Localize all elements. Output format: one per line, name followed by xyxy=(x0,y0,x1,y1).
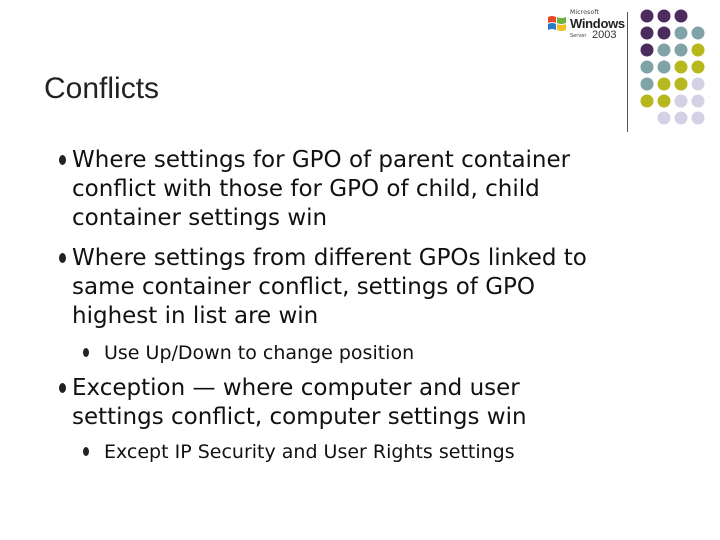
decor-dot xyxy=(658,27,671,40)
decor-dot xyxy=(658,112,671,125)
decor-dot xyxy=(692,78,705,91)
windows-server-2003-logo xyxy=(546,8,624,42)
header-divider xyxy=(627,12,628,132)
decor-dot xyxy=(675,27,688,40)
decor-dot xyxy=(675,78,688,91)
decor-dot xyxy=(641,95,654,108)
bullet-text-line: highest in list are win xyxy=(72,303,319,329)
bullet-text-line: same container conflict, settings of GPO xyxy=(72,274,535,300)
bullet-text-line: container settings win xyxy=(72,205,328,231)
bullet-text-line: Exception — where computer and user xyxy=(72,375,520,401)
decor-dot xyxy=(641,78,654,91)
decor-dot xyxy=(641,61,654,74)
decor-dot xyxy=(641,10,654,23)
decor-dot xyxy=(675,61,688,74)
logo-microsoft-text: Microsoft xyxy=(570,9,600,16)
decor-dot xyxy=(641,27,654,40)
bullet-dot-icon xyxy=(83,348,89,357)
bullet-text-line: Use Up/Down to change position xyxy=(104,342,415,364)
decor-dot xyxy=(658,78,671,91)
decor-dot xyxy=(692,95,705,108)
decor-dot xyxy=(692,61,705,74)
decor-dot xyxy=(675,44,688,57)
bullet-dot-icon xyxy=(83,447,89,456)
decor-dot xyxy=(692,27,705,40)
decor-dot xyxy=(675,10,688,23)
bullet-text-line: Where settings from different GPOs linked to xyxy=(72,245,587,271)
logo-year-text: 2003 xyxy=(592,29,617,41)
bullet-dot-icon xyxy=(59,383,66,393)
slide-title: Conflicts xyxy=(44,72,160,105)
bullet-text-line: conflict with those for GPO of child, child xyxy=(72,176,540,202)
decor-dot xyxy=(641,44,654,57)
bullet-text-line: Where settings for GPO of parent container xyxy=(72,147,571,173)
decor-dot xyxy=(658,95,671,108)
bullet-text-line: Except IP Security and User Rights settings xyxy=(104,441,515,463)
windows-flag-icon xyxy=(546,13,568,35)
logo-brand-text: Windows xyxy=(570,16,625,31)
bullet-dot-icon xyxy=(59,253,66,263)
bullet-text-line: settings conflict, computer settings win xyxy=(72,404,527,430)
decor-dot xyxy=(658,10,671,23)
decor-dot xyxy=(692,112,705,125)
logo-server-text: Server xyxy=(570,33,587,39)
bullet-dot-icon xyxy=(59,155,66,165)
decor-dot xyxy=(692,44,705,57)
decor-dot xyxy=(658,61,671,74)
decor-dot xyxy=(658,44,671,57)
decor-dot xyxy=(675,95,688,108)
decor-dot xyxy=(675,112,688,125)
